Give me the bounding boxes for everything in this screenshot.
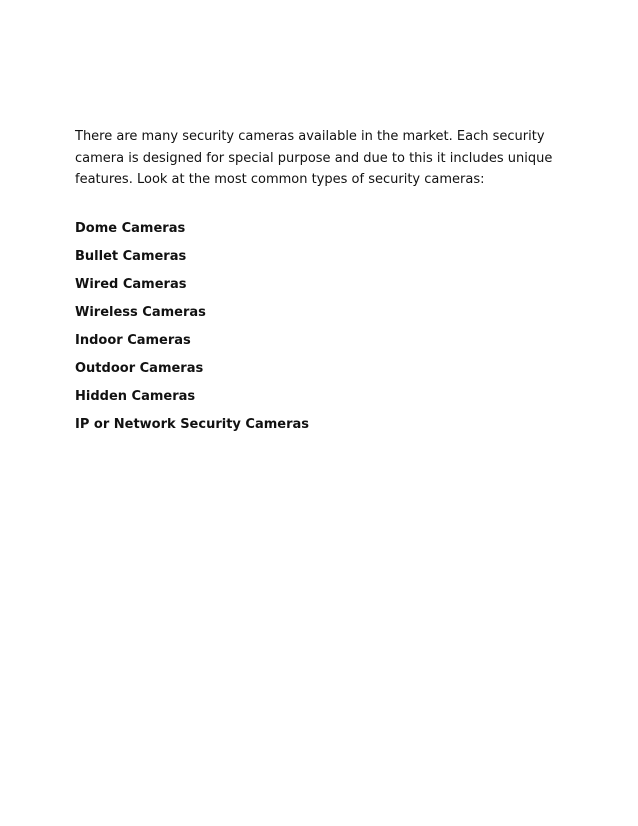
camera-type-wired: Wired Cameras xyxy=(75,277,187,292)
camera-type-bullet: Bullet Cameras xyxy=(75,249,187,264)
camera-type-ip-network: IP or Network Security Cameras xyxy=(75,417,310,432)
camera-type-dome: Dome Cameras xyxy=(75,221,186,236)
camera-type-outdoor: Outdoor Cameras xyxy=(75,361,204,376)
intro-line: camera is designed for special purpose and due to this it includes unique xyxy=(75,150,553,166)
intro-line: There are many security cameras available in the market. Each security xyxy=(75,129,545,144)
camera-type-indoor: Indoor Cameras xyxy=(75,333,191,348)
camera-type-hidden: Hidden Cameras xyxy=(75,389,196,404)
intro-paragraph xyxy=(75,126,555,191)
intro-line: features. Look at the most common types of security cameras: xyxy=(75,172,485,187)
camera-types-list xyxy=(75,220,309,444)
camera-type-wireless: Wireless Cameras xyxy=(75,305,206,320)
